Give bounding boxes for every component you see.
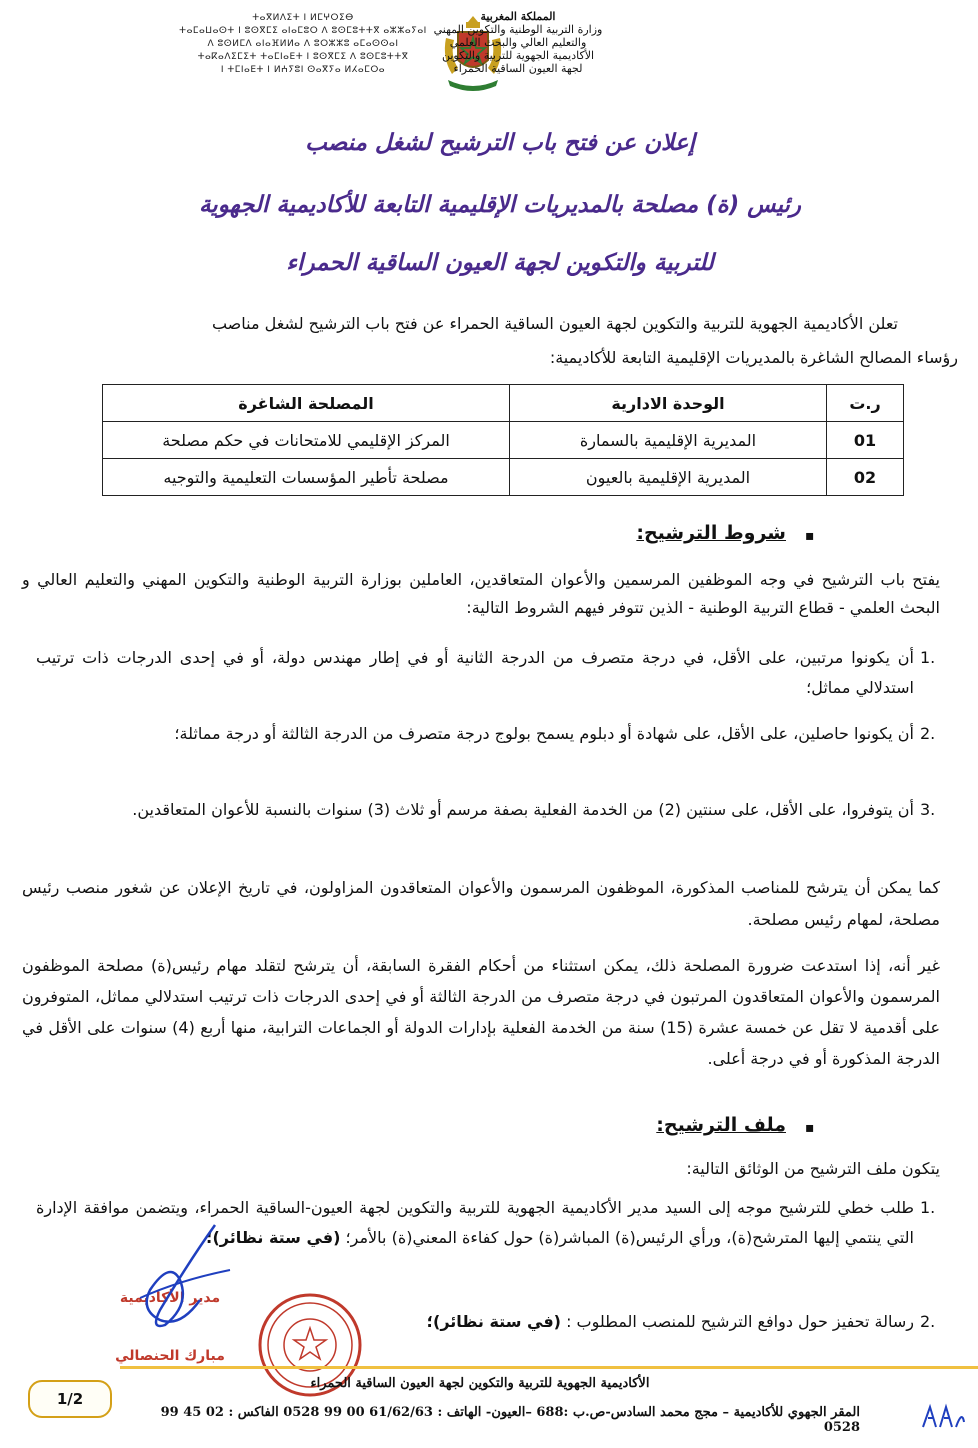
- file-item: [396, 1307, 914, 1337]
- tifinagh-line: ⵜⴰⴽⴰⴷⵉⵎⵉⵜ ⵜⴰⵎⵏⴰⴹⵜ ⵏ ⵓⵙⴳⵎⵉ ⴷ ⵓⵙⵎⵓⵜⵜⴳ: [197, 52, 409, 62]
- header-line: لجهة العيون الساقية الحمراء: [453, 62, 583, 75]
- file-intro: يتكون ملف الترشيح من الوثائق التالية:: [686, 1159, 940, 1178]
- conditions-paragraph: غير أنه، إذا استدعت ضرورة المصلحة ذلك، يمكن استثناء من أحكام الفقرة السابقة، أن يترشح لتقلد مهام رئيس(ة) مصلحة الموظفون المرسمون والأعوان المتعاقدون المرتبون في درجة متصرف من الدرجة الثالثة أو في إحدى الدرجات ذات ترتيب استدلالي مماثل، المتوفرون على أقدمية لا تقل عن خمسة عشرة (15) سنة من الخدمة الفعلية بإدارات الدولة أو الجماعات الترابية، منها أربع (4) سنوات على الأقل في الدرجة المذكورة أو في درجة أعلى.: [22, 956, 941, 1068]
- table-cell: مصلحة تأطير المؤسسات التعليمية والتوجيه: [103, 459, 510, 496]
- header-line: والتعليم العالي والبحث العلمي: [449, 36, 587, 49]
- tifinagh-line: ⴷ ⵓⵙⵍⵎⴷ ⴰⵏⴰⴼⵍⵍⴰ ⴷ ⵓⵔⵣⵣⵓ ⴰⵎⴰⵙⵙⴰⵏ: [207, 39, 399, 49]
- condition-item: أن يتوفروا، على الأقل، على سنتين (2) من الخدمة الفعلية بصفة مرسم أو ثلاث (3) سنوات بالنسبة للأعوان المتعاقدين.: [132, 800, 914, 819]
- column-header: الوحدة الادارية: [510, 385, 827, 422]
- copies-note: (في ستة نظائر)؛: [206, 1228, 341, 1247]
- table-header-row: [103, 385, 904, 422]
- table-cell: 01: [827, 422, 904, 459]
- column-header: المصلحة الشاغرة: [103, 385, 510, 422]
- announcement-title-line2: رئيس (ة) مصلحة بالمديريات الإقليمية التابعة للأكاديمية الجهوية: [198, 192, 802, 218]
- signatory-title: مدير الأكاديمية: [119, 1290, 221, 1306]
- conditions-heading: شروط الترشيح:: [636, 522, 786, 544]
- header-line: الأكاديمية الجهوية للتربية والتكوين: [441, 49, 595, 62]
- item-number: 1.: [920, 648, 936, 667]
- page-number: 1/2: [28, 1380, 112, 1418]
- announcement-title-line3: للتربية والتكوين لجهة العيون الساقية الحمراء: [286, 250, 714, 276]
- file-item-text: رسالة تحفيز حول دوافع الترشيح للمنصب المطلوب :: [566, 1312, 914, 1331]
- table-row: [103, 459, 904, 496]
- file-item-text: طلب خطي للترشيح موجه إلى السيد مدير الأكاديمية الجهوية للتربية والتكوين لجهة العيون-الساقية الحمراء، ويتضمن موافقة الإدارة التي ينتمي إليها المترشح(ة)، ورأي الرئيس(ة) المباشر(ة) حول كفاءة المعني(ة) بالأمر؛: [36, 1198, 914, 1247]
- signatory-name: مبارك الحنصالي: [115, 1348, 225, 1364]
- copies-note: (في ستة نظائر)؛: [426, 1312, 561, 1331]
- column-header: ر.ت: [827, 385, 904, 422]
- table-row: [103, 422, 904, 459]
- bullet-icon: ▪: [805, 1120, 815, 1136]
- footer-address: المقر الجهوي للأكاديمية – مجج محمد السادس-ص.ب :688 –العيون- الهاتف : 61/62/63 00 99 0528 الفاكس : 02 45 99 0528: [160, 1405, 860, 1435]
- header-arabic: [398, 10, 638, 75]
- table-cell: المركز الإقليمي للامتحانات في حكم مصلحة: [103, 422, 510, 459]
- conditions-paragraph: كما يمكن أن يترشح للمناصب المذكورة، الموظفون المرسمون والأعوان المتعاقدون المزاولون، في تاريخ الإعلان عن شغور منصب رئيس مصلحة، لمهام رئيس مصلحة.: [22, 878, 940, 929]
- conditions-intro: يفتح باب الترشيح في وجه الموظفين المرسمين والأعوان المتعاقدين، العاملين بوزارة التربية الوطنية والتكوين المهني والتعليم العالي و البحث العلمي - قطاع التربية الوطنية - الذين تتوفر فيهم الشروط التالية:: [22, 570, 940, 617]
- handwritten-signature-icon: [120, 1220, 240, 1350]
- tifinagh-line: ⵏ ⵜⵎⵏⴰⴹⵜ ⵏ ⵍⵄⵢⵓⵏ ⵙⴰⴳⵢⴰ ⵍⵃⴰⵎⵔⴰ: [220, 65, 386, 75]
- item-number: 3.: [920, 800, 936, 819]
- announcement-title-line1: إعلان عن فتح باب الترشيح لشغل منصب: [305, 130, 695, 156]
- table-cell: المديرية الإقليمية بالعيون: [510, 459, 827, 496]
- footer-rule: [120, 1366, 978, 1369]
- file-heading: ملف الترشيح:: [656, 1114, 786, 1136]
- initials-scribble-icon: [918, 1402, 968, 1432]
- footer-academy-name: الأكاديمية الجهوية للتربية والتكوين لجهة العيون الساقية الحمراء: [310, 1376, 650, 1391]
- condition-item: أن يكونوا حاصلين، على الأقل، على شهادة أو دبلوم يسمح بولوج درجة متصرف من الدرجة الثالثة أو درجة مماثلة؛: [174, 724, 914, 743]
- header-line: وزارة التربية الوطنية والتكوين المهني: [433, 23, 603, 36]
- intro-line1: تعلن الأكاديمية الجهوية للتربية والتكوين لجهة العيون الساقية الحمراء عن فتح باب الترشيح لشغل مناصب: [211, 314, 898, 333]
- item-number: 2.: [920, 724, 936, 743]
- condition-item: أن يكونوا مرتبين، على الأقل، في درجة متصرف من الدرجة الثانية أو في إطار مهندس دولة، أو في إحدى الدرجات ذات ترتيب استدلالي مماثل؛: [36, 648, 914, 697]
- bullet-icon: ▪: [805, 528, 815, 544]
- item-number: 1.: [920, 1198, 936, 1217]
- tifinagh-line: ⵜⴰⵎⴰⵡⴰⵙⵜ ⵏ ⵓⵙⴳⵎⵉ ⴰⵏⴰⵎⵓⵔ ⴷ ⵓⵙⵎⵓⵜⵜⴳ ⴰⵣⵣⴰⵢⴰⵏ: [179, 26, 427, 36]
- table-cell: المديرية الإقليمية بالسمارة: [510, 422, 827, 459]
- item-number: 2.: [920, 1312, 936, 1331]
- header-line: المملكة المغربية: [480, 10, 556, 23]
- vacancies-table: [102, 384, 904, 496]
- header-tifinagh: [178, 12, 428, 77]
- tifinagh-line: ⵜⴰⴳⵍⴷⵉⵜ ⵏ ⵍⵎⵖⵔⵉⴱ: [252, 13, 354, 23]
- table-cell: 02: [827, 459, 904, 496]
- intro-line2: رؤساء المصالح الشاغرة بالمديريات الإقليمية التابعة للأكاديمية:: [549, 348, 958, 367]
